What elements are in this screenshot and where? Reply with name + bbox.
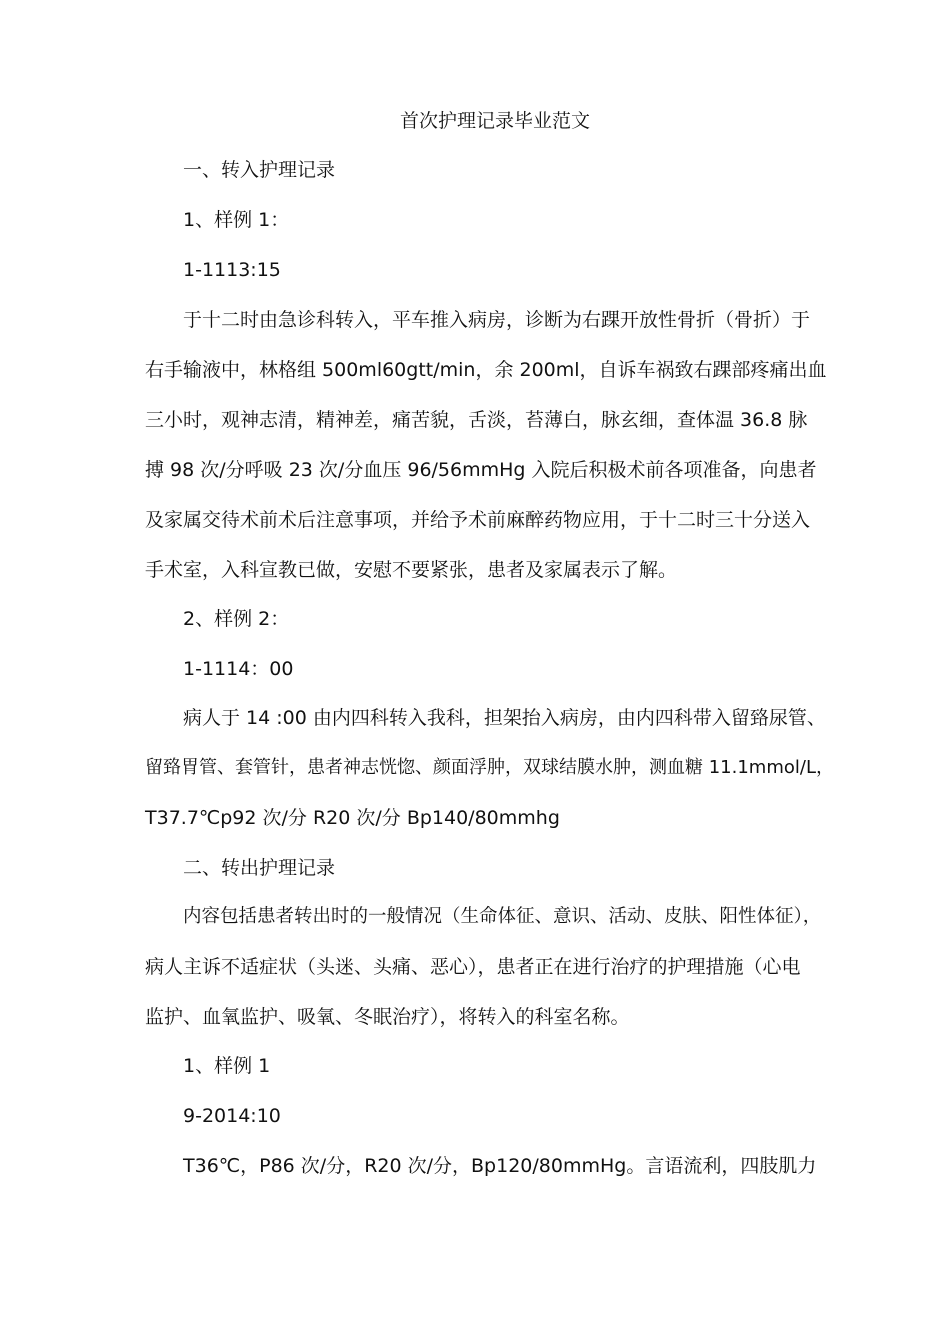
paragraph-line: 三小时，观神志清，精神差，痛苦貌，舌淡，苔薄白，脉玄细，查体温 36.8 脉 bbox=[145, 409, 808, 431]
example-heading-2: 2、样例 2： bbox=[183, 608, 290, 630]
record-timestamp-2: 1-1114：00 bbox=[183, 658, 294, 680]
record-timestamp-1: 1-1113:15 bbox=[183, 259, 281, 281]
paragraph-line: 病人主诉不适症状（头迷、头痛、恶心），患者正在进行治疗的护理措施（心电 bbox=[145, 956, 801, 978]
paragraph-line: 监护、血氧监护、吸氧、冬眠治疗），将转入的科室名称。 bbox=[145, 1006, 630, 1028]
paragraph-line: 于十二时由急诊科转入，平车推入病房，诊断为右踝开放性骨折（骨折）于 bbox=[183, 309, 811, 331]
paragraph-line: T37.7℃p92 次/分 R20 次/分 Bp140/80mmhg bbox=[145, 807, 560, 829]
record-timestamp-3: 9-2014:10 bbox=[183, 1105, 281, 1127]
paragraph-line: 及家属交待术前术后注意事项，并给予术前麻醉药物应用，于十二时三十分送入 bbox=[145, 509, 811, 531]
section-heading-transfer-in: 一、转入护理记录 bbox=[183, 159, 336, 181]
paragraph-line: 搏 98 次/分呼吸 23 次/分血压 96/56mmHg 入院后积极术前各项准备，向患者 bbox=[145, 459, 817, 481]
paragraph-line: 病人于 14 :00 由内四科转入我科，担架抬入病房，由内四科带入留臵尿管、 bbox=[183, 707, 826, 729]
paragraph-line: 内容包括患者转出时的一般情况（生命体征、意识、活动、皮肤、阳性体征）， bbox=[183, 906, 822, 927]
example-heading-1: 1、样例 1： bbox=[183, 209, 290, 231]
section-heading-transfer-out: 二、转出护理记录 bbox=[183, 857, 336, 879]
paragraph-line: 手术室，入科宣教已做，安慰不要紧张，患者及家属表示了解。 bbox=[145, 559, 678, 581]
example-heading-3: 1、样例 1 bbox=[183, 1055, 271, 1077]
paragraph-line: 留臵胃管、套管针，患者神志恍惚、颜面浮肿，双球结膜水肿，测血糖 11.1mmol/L， bbox=[145, 757, 834, 778]
page-title: 首次护理记录毕业范文 bbox=[399, 110, 590, 132]
paragraph-line: T36℃，P86 次/分，R20 次/分，Bp120/80mmHg。言语流利，四肢肌力 bbox=[183, 1155, 817, 1177]
paragraph-line: 右手输液中，林格组 500ml60gtt/min，余 200ml，自诉车祸致右踝部疼痛出血 bbox=[145, 359, 827, 381]
